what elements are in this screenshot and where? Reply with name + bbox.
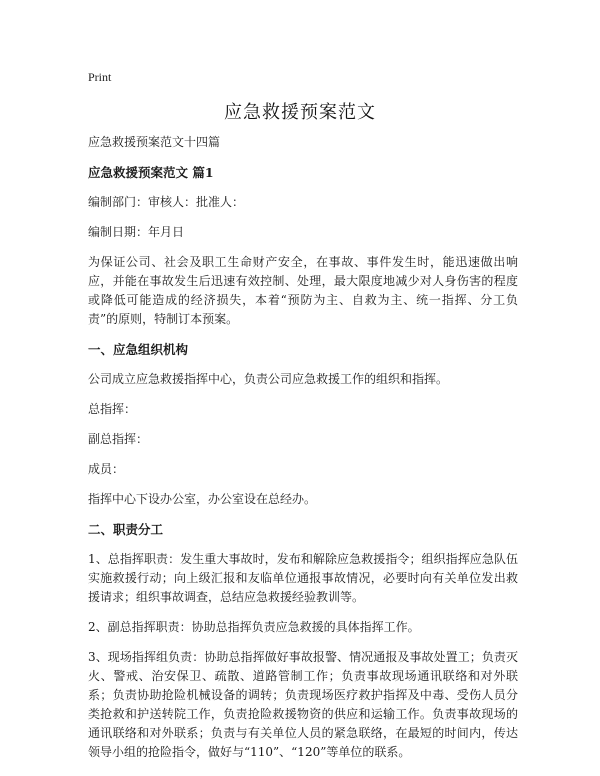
members-line: 成员： (88, 462, 125, 476)
section-heading: 应急救援预案范文 篇1 (88, 165, 214, 180)
meta-date: 编制日期：年月日 (88, 225, 185, 239)
document-body (88, 133, 518, 773)
page-title: 应急救援预案范文 (224, 102, 376, 123)
office-paragraph: 指挥中心下设办公室，办公室设在总经办。 (88, 492, 317, 506)
duty-item-1: 1、总指挥职责：发生重大事故时，发布和解除应急救援指令；组织指挥应急队伍实施救援行动；向上级汇报和友临单位通报事故情况，必要时向有关单位发出救援请求；组织事故调查，总结应急救援经验教训等。 (88, 552, 518, 604)
commander-line: 总指挥： (88, 402, 137, 416)
intro-paragraph: 为保证公司、社会及职工生命财产安全，在事故、事件发生时，能迅速做出响应，并能在事故发生后迅速有效控制、处理，最大限度地减少对人身伤害的程度或降低可能造成的经济损失，本着“预防为主、自救为主、统一指挥、分工负责”的原则，特制订本预案。 (88, 255, 518, 326)
meta-departments: 编制部门：审核人：批准人： (88, 195, 245, 209)
duty-item-2: 2、副总指挥职责：协助总指挥负责应急救援的具体指挥工作。 (88, 620, 420, 634)
section1-paragraph: 公司成立应急救援指挥中心，负责公司应急救援工作的组织和指挥。 (88, 372, 449, 386)
section1-heading: 一、应急组织机构 (88, 342, 189, 357)
section2-heading: 二、职责分工 (88, 522, 164, 537)
duty-item-3: 3、现场指挥组负责：协助总指挥做好事故报警、情况通报及事故处置工；负责灭火、警戒、治安保卫、疏散、道路管制工作；负责事故现场通讯联络和对外联系；负责协助抢险机械设备的调转；负责现场医疗救护指挥及中毒、受伤人员分类抢救和护送转院工作，负责抢险救援物资的供应和运输工作。负责事故现场的通讯联络和对外联系；负责与有关单位人员的紧急联络，在最短的时间内，传达领导小组的抢险指令，做好与“110”、“120”等单位的联系。 (88, 650, 518, 759)
print-link[interactable]: Print (88, 70, 112, 84)
subtitle: 应急救援预案范文十四篇 (88, 135, 221, 149)
deputy-line: 副总指挥： (88, 432, 149, 446)
